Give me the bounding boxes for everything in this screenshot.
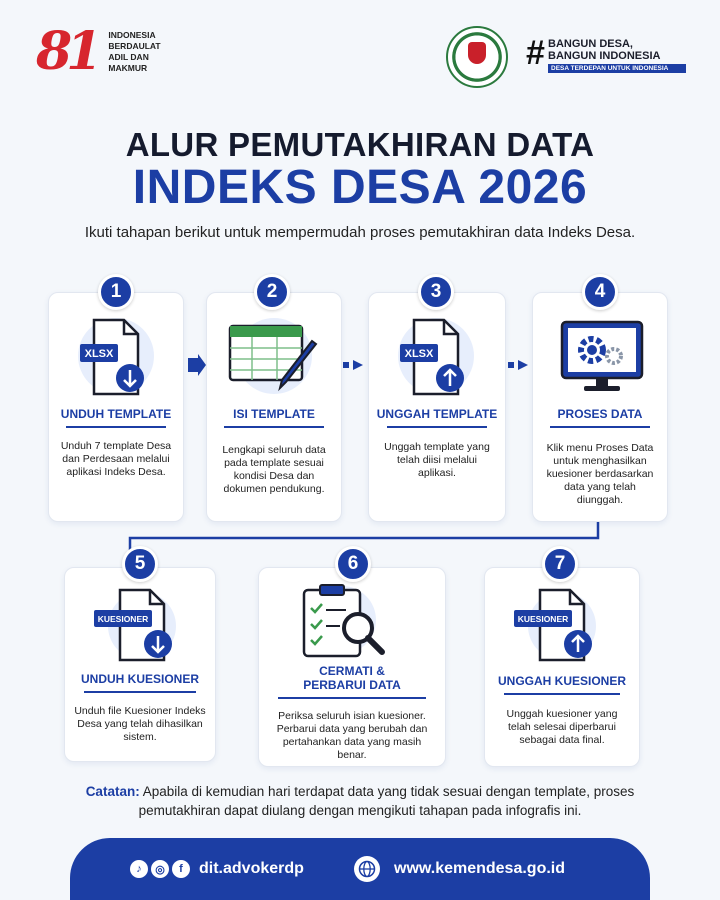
step-number-2: 2 (254, 274, 290, 310)
step-divider (504, 693, 620, 695)
step-desc-2: Lengkapi seluruh data pada template sesuai kondisi Desa dan dokumen pendukung. (222, 444, 326, 495)
step-divider (278, 697, 426, 699)
bangun-ribbon: DESA TERDEPAN UNTUK INDONESIA (548, 64, 686, 73)
monitor-gear-icon (556, 316, 648, 396)
footer-bar (70, 838, 650, 900)
website-url: www.kemendesa.go.id (394, 860, 566, 877)
kuesioner-download-icon (88, 586, 188, 666)
step-desc-1: Unduh 7 template Desa dan Perdesaan melalui aplikasi Indeks Desa. (60, 440, 172, 478)
spreadsheet-pencil-icon (222, 316, 326, 396)
xlsx-download-icon (68, 312, 164, 398)
step-desc-5: Unduh file Kuesioner Indeks Desa yang telah dihasilkan sistem. (74, 705, 206, 743)
instagram-icon: ◎ (151, 860, 169, 878)
page-title-line-2: INDEKS DESA 2026 (132, 161, 588, 214)
step-number-3: 3 (418, 274, 454, 310)
step-title-4: PROSES DATA (557, 407, 643, 421)
note-label: Catatan: (85, 784, 140, 799)
step-desc-4: Klik menu Proses Data untuk menghasilkan kuesioner berdasarkan data yang telah diunggah. (546, 442, 654, 506)
tiktok-icon: ♪ (130, 860, 148, 878)
arrow-right-icon (186, 354, 206, 376)
facebook-icon: f (172, 860, 190, 878)
svg-text:KUESIONER: KUESIONER (517, 614, 569, 624)
step-title-7: UNGGAH KUESIONER (497, 674, 626, 688)
kemendesa-seal-icon (446, 26, 508, 88)
step-number-5: 5 (122, 546, 158, 582)
step-title-2: ISI TEMPLATE (233, 407, 315, 421)
step-desc-7: Unggah kuesioner yang telah selesai diperbarui sebagai data final. (506, 708, 618, 746)
website-link[interactable] (354, 856, 565, 882)
step-desc-3: Unggah template yang telah diisi melalui aplikasi. (384, 441, 490, 479)
arrow-right-icon (343, 360, 363, 370)
step-divider (387, 426, 487, 428)
bangun-line-1: BANGUN DESA, (548, 38, 633, 50)
step-number-4: 4 (582, 274, 618, 310)
svg-text:KUESIONER: KUESIONER (97, 614, 149, 624)
clipboard-search-icon (296, 582, 392, 660)
social-handle-group[interactable] (130, 860, 304, 878)
note-body: Apabila di kemudian hari terdapat data yang tidak sesuai dengan template, proses pemutakhiran dapat diulang dengan mengikuti tahapan pada infografis ini. (138, 784, 635, 818)
step-number-1: 1 (98, 274, 134, 310)
logo-number: 81 (36, 21, 97, 82)
page-subtitle: Ikuti tahapan berikut untuk mempermudah proses pemutakhiran data Indeks Desa. (84, 224, 636, 241)
kuesioner-upload-icon (508, 586, 608, 666)
logo-tagline: INDONESIA BERDAULAT ADIL DAN MAKMUR (108, 30, 161, 73)
step-divider (550, 426, 650, 428)
globe-icon (354, 856, 380, 882)
bangun-desa-logo (526, 34, 686, 73)
social-handle: dit.advokerdp (199, 860, 304, 877)
svg-text:XLSX: XLSX (404, 348, 434, 360)
svg-text:XLSX: XLSX (84, 348, 114, 360)
step-divider (66, 426, 166, 428)
note-text (60, 782, 660, 820)
hut-ri-81-logo (36, 21, 161, 82)
step-number-7: 7 (542, 546, 578, 582)
step-desc-6: Periksa seluruh isian kuesioner. Perbarui data yang berubah dan pertahankan data yang masih benar. (276, 710, 428, 761)
step-title-5: UNDUH KUESIONER (80, 672, 199, 686)
step-title-6-line-2: PERBARUI DATA (303, 678, 401, 692)
step-divider (84, 691, 196, 693)
arrow-right-icon (508, 360, 528, 370)
step-title-1: UNDUH TEMPLATE (60, 407, 172, 421)
step-number-6: 6 (335, 546, 371, 582)
step-title-6-line-1: CERMATI & (319, 664, 385, 678)
bangun-line-2: BANGUN INDONESIA (548, 50, 661, 62)
xlsx-upload-icon (388, 312, 484, 398)
hashtag-icon: # (526, 34, 545, 72)
step-divider (224, 426, 324, 428)
page-title-line-1: ALUR PEMUTAKHIRAN DATA (125, 126, 595, 163)
step-title-3: UNGGAH TEMPLATE (376, 407, 498, 421)
